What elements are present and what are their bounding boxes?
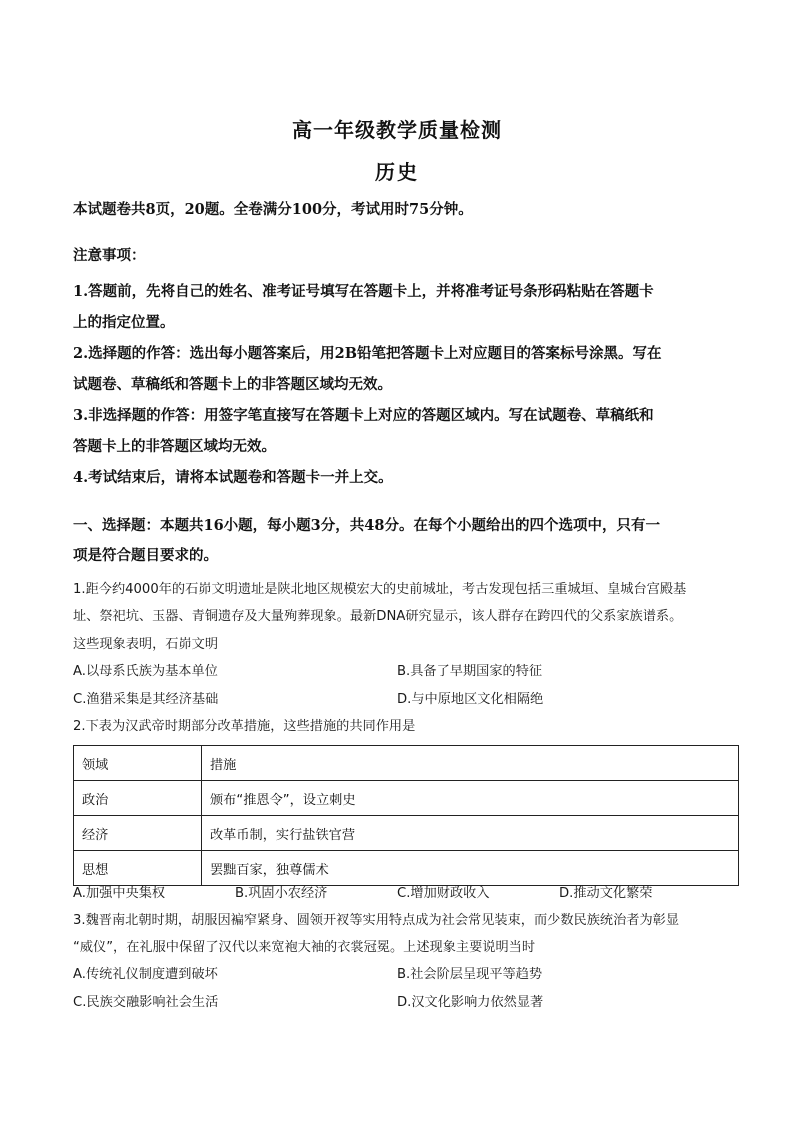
question-1-stem-line-1: 1.距今约4000年的石峁文明遗址是陕北地区规模宏大的史前城址，考古发现包括三重城垣、皇城台宫殿基 [73,582,687,597]
table-row [74,816,739,851]
table-row [74,781,739,816]
table-header-row [74,746,739,781]
question-3-option-b[interactable]: B.社会阶层呈现平等趋势 [397,967,543,982]
table-cell: 罢黜百家，独尊儒术 [202,851,739,886]
question-2-option-b[interactable]: B.巩固小农经济 [235,886,328,901]
table-cell: 经济 [74,816,202,851]
question-2-stem: 2.下表为汉武帝时期部分改革措施，这些措施的共同作用是 [73,719,416,734]
notice-item-4-line-1: 4.考试结束后，请将本试题卷和答题卡一并上交。 [73,469,393,486]
notice-item-1-line-1: 1.答题前，先将自己的姓名、准考证号填写在答题卡上，并将准考证号条形码粘贴在答题卡 [73,283,654,300]
question-3-option-c[interactable]: C.民族交融影响社会生活 [73,995,219,1010]
notice-item-3-line-1: 3.非选择题的作答：用签字笔直接写在答题卡上对应的答题区域内。写在试题卷、草稿纸和 [73,407,654,424]
question-1-option-c[interactable]: C.渔猎采集是其经济基础 [73,692,219,707]
question-2-option-c[interactable]: C.增加财政收入 [397,886,490,901]
notice-item-3-line-2: 答题卡上的非答题区域均无效。 [73,438,276,455]
table-header-cell: 措施 [202,746,739,781]
notice-item-1-line-2: 上的指定位置。 [73,314,175,331]
exam-intro: 本试题卷共8页，20题。全卷满分100分，考试用时75分钟。 [73,201,473,218]
question-3-stem-line-2: “威仪”，在礼服中保留了汉代以来宽袍大袖的衣裳冠冕。上述现象主要说明当时 [73,940,536,955]
notice-heading: 注意事项： [73,247,146,264]
question-1-option-d[interactable]: D.与中原地区文化相隔绝 [397,692,544,707]
table-cell: 改革币制，实行盐铁官营 [202,816,739,851]
table-row [74,851,739,886]
question-1-stem-line-3: 这些现象表明，石峁文明 [73,637,219,652]
question-1-option-a[interactable]: A.以母系氏族为基本单位 [73,664,218,679]
reform-table [73,745,739,886]
question-3-option-d[interactable]: D.汉文化影响力依然显著 [397,995,544,1010]
question-1-stem-line-2: 址、祭祀坑、玉器、青铜遗存及大量殉葬现象。最新DNA研究显示，该人群存在跨四代的父系家族谱系。 [73,609,683,624]
notice-item-2-line-2: 试题卷、草稿纸和答题卡上的非答题区域均无效。 [73,376,392,393]
section-heading-line-1: 一、选择题：本题共16小题，每小题3分，共48分。在每个小题给出的四个选项中，只有一 [73,517,660,534]
table-cell: 思想 [74,851,202,886]
question-3-stem-line-1: 3.魏晋南北朝时期，胡服因褊窄紧身、圆领开衩等实用特点成为社会常见装束，而少数民族统治者为彰显 [73,913,680,928]
table-header-cell: 领域 [74,746,202,781]
exam-title: 高一年级教学质量检测 [292,118,502,142]
question-2-option-a[interactable]: A.加强中央集权 [73,886,166,901]
notice-item-2-line-1: 2.选择题的作答：选出每小题答案后，用2B铅笔把答题卡上对应题目的答案标号涂黑。写在 [73,345,662,362]
table-cell: 颁布“推恩令”，设立刺史 [202,781,739,816]
question-2-option-d[interactable]: D.推动文化繁荣 [559,886,653,901]
question-1-option-b[interactable]: B.具备了早期国家的特征 [397,664,543,679]
table-cell: 政治 [74,781,202,816]
section-heading-line-2: 项是符合题目要求的。 [73,547,218,564]
exam-subject: 历史 [375,160,419,184]
question-3-option-a[interactable]: A.传统礼仪制度遭到破坏 [73,967,218,982]
